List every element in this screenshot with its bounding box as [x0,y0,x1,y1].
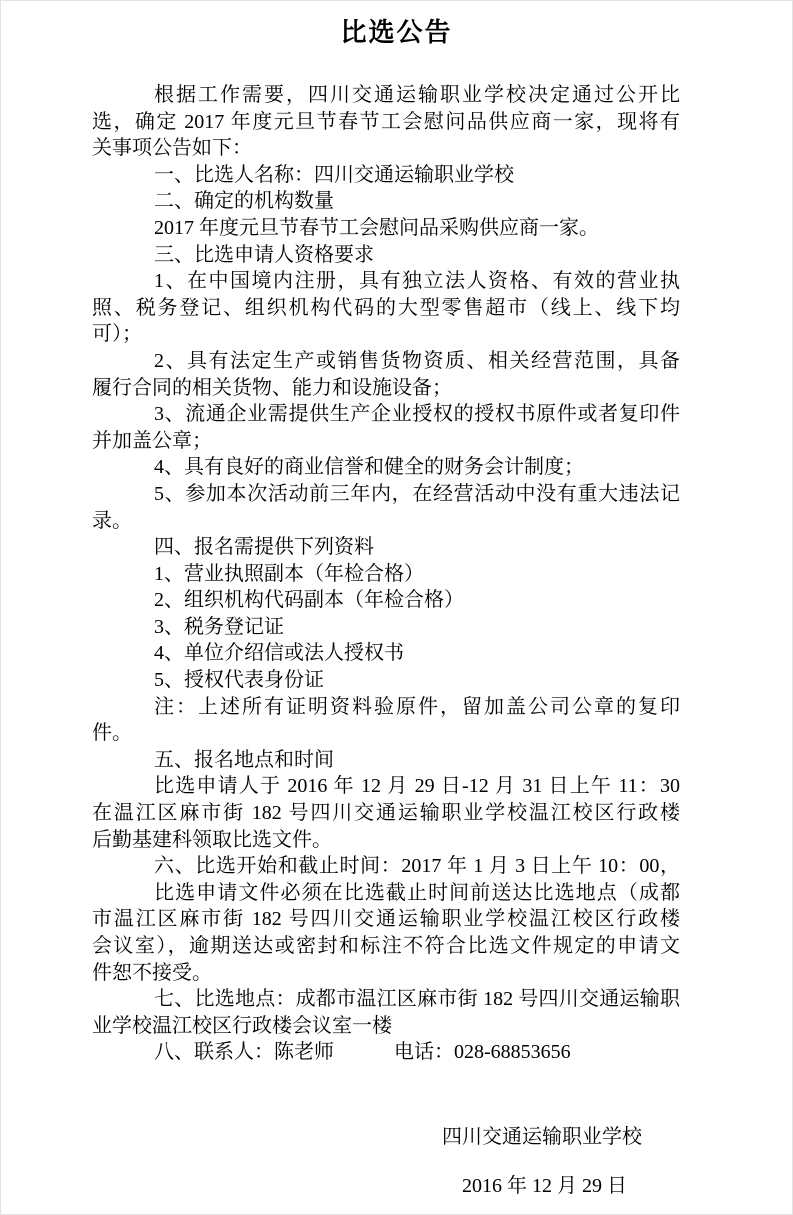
text-line: 一、比选人名称：四川交通运输职业学校 [154,163,514,186]
text-line: 比选申请人于 2016 年 12 月 29 日-12 月 31 日上午 11：30 [154,775,680,798]
text-line: 照、税务登记、组织机构代码的大型零售超市（线上、线下均 [92,296,680,319]
text-line: 八、联系人：陈老师 电话：028-68853656 [154,1041,571,1064]
text-line: 1、在中国境内注册，具有独立法人资格、有效的营业执 [154,270,680,293]
signature-date: 2016 年 12 月 29 日 [462,1175,627,1197]
text-line: 四、报名需提供下列资料 [154,536,374,559]
text-line: 4、具有良好的商业信誉和健全的财务会计制度； [154,456,584,479]
text-line: 5、参加本次活动前三年内，在经营活动中没有重大违法记 [154,482,680,505]
text-line: 七、比选地点：成都市温江区麻市街 182 号四川交通运输职 [154,988,680,1011]
text-line: 比选申请文件必须在比选截止时间前送达比选地点（成都 [154,881,680,904]
text-line: 2、组织机构代码副本（年检合格） [154,589,464,612]
text-line: 并加盖公章； [92,429,212,452]
signature-organization: 四川交通运输职业学校 [442,1126,642,1148]
text-line: 4、单位介绍信或法人授权书 [154,642,404,665]
text-line: 可）； [92,323,142,346]
text-line: 三、比选申请人资格要求 [154,243,374,266]
text-line: 业学校温江校区行政楼会议室一楼 [92,1014,392,1037]
document-body [92,82,680,1066]
text-line: 选，确定 2017 年度元旦节春节工会慰问品供应商一家，现将有 [92,110,680,133]
text-line: 六、比选开始和截止时间：2017 年 1 月 3 日上午 10：00， [154,855,680,878]
text-line: 根据工作需要，四川交通运输职业学校决定通过公开比 [154,84,680,106]
text-line: 2017 年度元旦节春节工会慰问品采购供应商一家。 [154,216,599,239]
page-title: 比选公告 [340,17,453,47]
text-line: 3、流通企业需提供生产企业授权的授权书原件或者复印件 [154,403,680,426]
text-line: 关事项公告如下： [92,137,252,160]
text-line: 会议室），逾期送达或密封和标注不符合比选文件规定的申请文 [92,935,680,957]
text-line: 注：上述所有证明资料验原件，留加盖公司公章的复印 [154,695,680,718]
text-line: 录。 [92,509,132,532]
text-line: 2、具有法定生产或销售货物资质、相关经营范围，具备 [154,349,680,372]
text-line: 后勤基建科领取比选文件。 [92,828,332,851]
text-line: 五、报名地点和时间 [154,748,334,771]
text-line: 二、确定的机构数量 [154,190,334,213]
text-line: 在温江区麻市街 182 号四川交通运输职业学校温江校区行政楼 [92,802,680,825]
text-line: 件。 [92,722,132,745]
text-line: 件恕不接受。 [92,961,212,984]
text-line: 市温江区麻市街 182 号四川交通运输职业学校温江校区行政楼 [92,908,680,931]
text-line: 履行合同的相关货物、能力和设施设备； [92,376,452,399]
text-line: 3、税务登记证 [154,615,284,638]
text-line: 5、授权代表身份证 [154,669,324,692]
text-line: 1、营业执照副本（年检合格） [154,562,424,585]
